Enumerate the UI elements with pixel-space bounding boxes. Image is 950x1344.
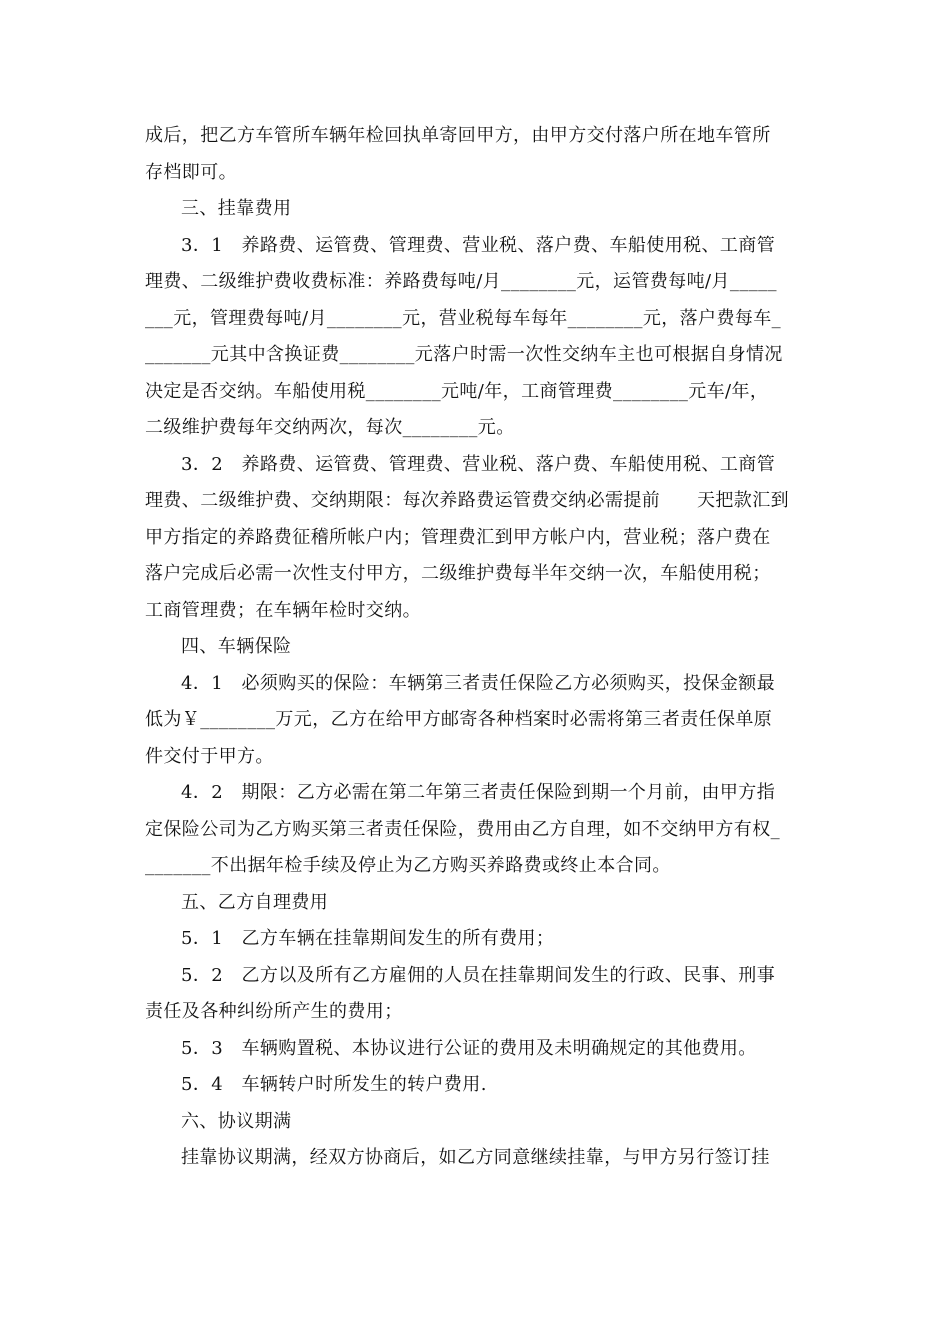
text-line: 落户完成后必需一次性支付甲方，二级维护费每半年交纳一次，车船使用税；	[145, 563, 771, 584]
section-heading: 五、乙方自理费用	[181, 891, 329, 913]
clause-line: 4．1 必须购买的保险：车辆第三者责任保险乙方必须购买，投保金额最	[181, 672, 776, 694]
clause-line: 5．4 车辆转户时所发生的转户费用.	[181, 1074, 487, 1095]
section-heading: 四、车辆保险	[181, 636, 292, 657]
clause-line: 5．2 乙方以及所有乙方雇佣的人员在挂靠期间发生的行政、民事、刑事	[181, 964, 776, 986]
clause-line: 3．2 养路费、运管费、管理费、营业税、落户费、车船使用税、工商管	[181, 453, 776, 475]
text-line: 二级维护费每年交纳两次，每次________元。	[145, 417, 515, 438]
text-line: 存档即可。	[145, 161, 237, 183]
clause-line: 5．1 乙方车辆在挂靠期间发生的所有费用；	[181, 928, 555, 949]
text-line: _______元其中含换证费________元落户时需一次性交纳车主也可根据自身情况	[145, 344, 783, 365]
text-line: 责任及各种纠纷所产生的费用；	[145, 1001, 403, 1022]
text-line: 低为￥________万元，乙方在给甲方邮寄各种档案时必需将第三者责任保单原	[145, 709, 773, 730]
text-line: 决定是否交纳。车船使用税________元吨/年，工商管理费________元车/年，	[145, 380, 769, 402]
clause-line: 3．1 养路费、运管费、管理费、营业税、落户费、车船使用税、工商管	[181, 234, 776, 256]
text-line: 甲方指定的养路费征稽所帐户内；管理费汇到甲方帐户内，营业税；落户费在	[145, 526, 771, 548]
clause-line: 5．3 车辆购置税、本协议进行公证的费用及未明确规定的其他费用。	[181, 1037, 757, 1059]
clause-line: 4．2 期限：乙方必需在第二年第三者责任保险到期一个月前，由甲方指	[181, 782, 776, 803]
text-line: 理费、二级维护费收费标准：养路费每吨/月________元，运管费每吨/月_____	[145, 271, 777, 292]
section-heading: 三、挂靠费用	[181, 198, 292, 219]
text-line: 定保险公司为乙方购买第三者责任保险，费用由乙方自理，如不交纳甲方有权_	[145, 818, 780, 840]
text-line: _______不出据年检手续及停止为乙方购买养路费或终止本合同。	[145, 855, 671, 876]
text-line: ___元，管理费每吨/月________元，营业税每车每年________元，落户费每车_	[145, 307, 782, 329]
clause-line: 挂靠协议期满，经双方协商后，如乙方同意继续挂靠，与甲方另行签订挂	[181, 1147, 770, 1168]
section-heading: 六、协议期满	[181, 1110, 292, 1132]
text-line: 工商管理费；在车辆年检时交纳。	[145, 599, 421, 621]
document-body	[145, 118, 805, 1177]
text-line: 件交付于甲方。	[145, 745, 274, 767]
text-line: 理费、二级维护费、交纳期限：每次养路费运管费交纳必需提前 天把款汇到	[145, 490, 789, 511]
text-line: 成后，把乙方车管所车辆年检回执单寄回甲方，由甲方交付落户所在地车管所	[145, 125, 771, 146]
